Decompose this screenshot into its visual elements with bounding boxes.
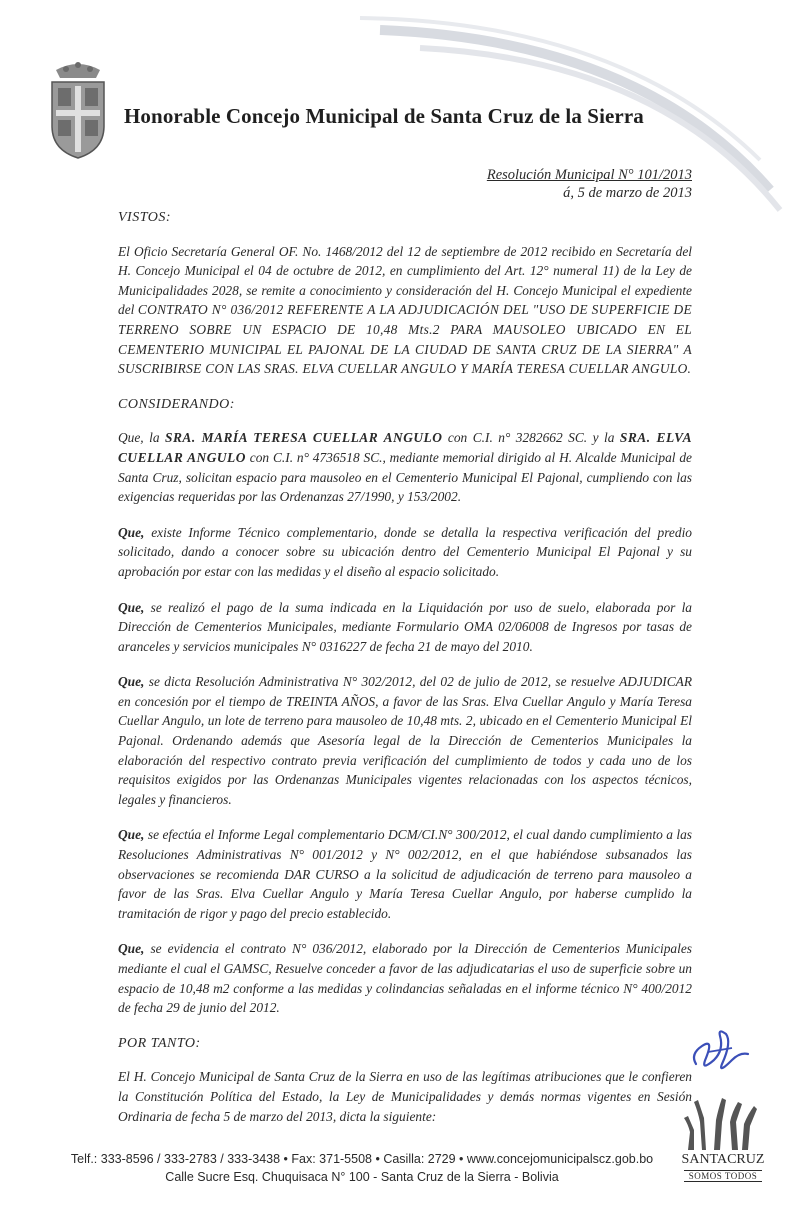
organization-title: Honorable Concejo Municipal de Santa Cruz de la Sierra <box>124 104 644 128</box>
footer-address: Calle Sucre Esq. Chuquisaca N° 100 - Santa Cruz de la Sierra - Bolivia <box>165 1170 559 1184</box>
p1-name-2: SRA. ELVA CUELLAR ANGULO <box>118 430 693 465</box>
considerando-paragraph-1 <box>118 428 692 506</box>
footer-contact: Telf.: 333-8596 / 333-2783 / 333-3438 • Fax: 371-5508 • Casilla: 2729 • www.concejomunicipalscz.gob.bo <box>70 1152 654 1166</box>
contract-title-caps: CONTRATO N° 036/2012 REFERENTE A LA ADJUDICACIÓN DEL "USO DE SUPERFICIE DE TERRENO SOBRE UN ESPACIO DE 10,48 Mts.2 PARA MAUSOLEO UBICADO EN EL CEMENTERIO MUNICIPAL EL PAJONAL DE LA CIUDAD DE SANTA CRUZ DE LA SIERRA" A SUSCRIBIRSE CON LAS SRAS. ELVA CUELLAR ANGULO Y MARÍA TERESA CUELLAR ANGULO. <box>118 302 692 377</box>
p1-intro: Que, la <box>118 430 160 446</box>
por-tanto-paragraph: El H. Concejo Municipal de Santa Cruz de la Sierra en uso de las legítimas atribuciones que le confieren la Constitución Política del Estado, la Ley de Municipalidades y demás normas vigentes en Sesión Ordinaria de fecha 5 de marzo del 2013, dicta la siguiente: <box>118 1069 692 1124</box>
p4-text: se dicta Resolución Administrativa N° 302/2012, del 02 de julio de 2012, se resuelve ADJUDICAR en concesión por el tiempo de TREINTA AÑOS, a favor de las Sras. Elva Cuellar Angulo y María Teresa Cuellar Angulo, un lote de terreno para mausoleo de 10,48 mts. 2, ubicado en el Cementerio Municipal El Pajonal. Ordenando además que Asesoría legal de la Dirección de Cementerios Municipales la elaboración del respectivo contrato previa verificación del cumplimiento de todos y cada uno de los requisitos exigidos por las Ordenanzas Municipales vigentes relacionadas con los aspectos técnicos, legales y financieros. <box>118 674 692 807</box>
considerando-heading: CONSIDERANDO: <box>118 396 235 412</box>
p5-que: Que, <box>118 827 145 843</box>
footer <box>0 1150 800 1186</box>
logo-name: SANTACRUZ <box>681 1152 765 1167</box>
considerando-paragraph-6 <box>118 939 692 1017</box>
p1-name-1: SRA. MARÍA TERESA CUELLAR ANGULO <box>165 430 443 446</box>
p5-text: se efectúa el Informe Legal complementario DCM/CI.N° 300/2012, el cual dando cumplimiento a las Resoluciones Administrativas N° 001/2012 y N° 002/2012, en el que habiéndose subsanados las observaciones se recomienda DAR CURSO a la solicitud de adjudicación de terreno para mausoleo a favor de las Sras. Elva Cuellar Angulo y María Teresa Cuellar Angulo, por haberse cumplido la tramitación de rigor y pago del precio establecido. <box>118 827 692 921</box>
resolution-block <box>487 166 692 202</box>
raised-hands-icon <box>680 1092 766 1152</box>
p4-que: Que, <box>118 674 145 690</box>
p2-que: Que, <box>118 524 145 540</box>
considerando-paragraph-4 <box>118 672 692 809</box>
p3-que: Que, <box>118 599 145 615</box>
signature-icon <box>688 1024 752 1078</box>
considerando-paragraph-3 <box>118 598 692 657</box>
por-tanto-heading: POR TANTO: <box>118 1035 201 1051</box>
vistos-text: El Oficio Secretaría General OF. No. 1468/2012 del 12 de septiembre de 2012 recibido en Secretaría del H. Concejo Municipal el 04 de octubre de 2012, en cumplimiento del Art. 12° numeral 11) de la Ley de Municipalidades 2028, se remite a conocimiento y consideración del H. Concejo Municipal el expediente del <box>118 243 692 318</box>
p1-mid: con C.I. n° 3282662 SC. y la <box>447 430 615 446</box>
vistos-heading: VISTOS: <box>118 210 172 225</box>
document-body <box>118 208 692 1142</box>
p1-text: con C.I. n° 4736518 SC., mediante memorial dirigido al H. Alcalde Municipal de Santa Cruz, solicitan espacio para mausoleo en el Cementerio Municipal El Pajonal, cumpliendo con las exigencias requeridas por las Ordenanzas 27/1990, y 153/2002. <box>118 449 692 505</box>
p6-que: Que, <box>118 941 145 957</box>
p2-text: existe Informe Técnico complementario, donde se detalla la respectiva verificación del predio solicitado, dando a conocer sobre su ubicación dentro del Cementerio Municipal El Pajonal y su aprobación por estar con las medidas y el diseño al espacio solicitado. <box>118 524 692 579</box>
considerando-paragraph-2 <box>118 523 692 582</box>
vistos-paragraph <box>118 242 692 379</box>
p3-text: se realizó el pago de la suma indicada en la Liquidación por uso de suelo, elaborada por la Dirección de Cementerios Municipales, mediante Formulario OMA 02/06008 de Ingresos por tasas de aranceles y servicios municipales N° 0316227 de fecha 21 de mayo del 2010. <box>118 599 692 654</box>
considerando-paragraph-5 <box>118 825 692 923</box>
resolution-date: á, 5 de marzo de 2013 <box>563 185 692 201</box>
p6-text: se evidencia el contrato N° 036/2012, elaborado por la Dirección de Cementerios Municipales mediante el cual el GAMSC, Resuelve conceder a favor de las adjudicatarias el uso de superficie sobre un espacio de 10,48 m2 conforme a las medidas y colindancias señaladas en el informe técnico N° 400/2012 de fecha 29 de junio del 2012. <box>118 941 692 1016</box>
resolution-number: Resolución Municipal N° 101/2013 <box>486 167 692 183</box>
logo-tagline: SOMOS TODOS <box>684 1170 762 1182</box>
coat-of-arms-icon <box>46 60 110 160</box>
